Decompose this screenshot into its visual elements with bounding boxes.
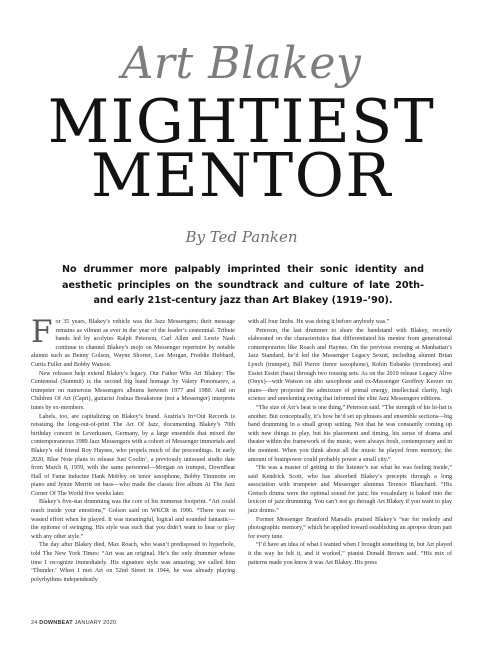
headline-line-2: MENTOR: [90, 141, 393, 211]
body-paragraph: with all four limbs. He was doing it before anybody was.”: [248, 319, 390, 325]
body-paragraph: “He was a master of getting to the listener’s ear what he was feeling inside,” said Kendrick Scott, who has absorbed Blakey’s precepts through a long association with trumpeter and Messenger alumnus Terence Blanchard. “His Gretsch drums were the optimal sound for jazz; his vocabulary is baked into the lexicon of jazz drumming. You can’t not go through Art Blakey if you want to play jazz drums.”: [248, 465, 452, 515]
body-paragraph: Former Messenger Branford Marsalis praised Blakey’s “ear for melody and photographic memory,” which he applied toward establishing an apropos drum part for every tune.: [248, 516, 452, 540]
body-paragraph: The day after Blakey died, Max Roach, who wasn’t predisposed to hyperbole, told The New York Times: “Art was an original. He’s the only drummer whose time I recognize immediately. His signature style was amazing; we called him ‘Thunder.’ When I met Art on 52nd Street in 1944, he was already playing polyrhythms independently: [31, 542, 235, 583]
body-column-right: [248, 318, 452, 567]
page-number: 24: [31, 620, 38, 626]
byline: By Ted Panken: [185, 228, 298, 246]
body-paragraph: Peterson, the last drummer to share the bandstand with Blakey, recently elaborated on the characteristics that differentiated his mentor from generational contemporaries like Roach and Haynes. On the previous evening at Manhattan’s Jazz Standard, he’d led the Messenger Legacy Sextet, including alumni Brian Lynch (trumpet), Bill Pierce (tenor saxophone), Robin Eubanks (trombone) and Essiet Essiet (bass) through two rousing sets. As on the 2019 release Legacy Alive (Onyx)—with Watson on alto saxophone and ex-Messenger Geoffrey Keezer on piano—they projected the admixture of primal energy, intellectual clarity, high science and unrelenting swing that informed the elite Jazz Messengers editions.: [248, 327, 452, 403]
body-paragraph: Blakey’s five-star drumming was the core of his immense footprint. “Art could reach inside your emotions,” Golson said on WKCR in 1996. “There was no wasted effort when he played. It was meaningful, logical and sounded fantastic—the epitome of swinging. His style was such that you didn’t want to hear or play with any other style.”: [31, 499, 235, 540]
issue-date: JANUARY 2020: [74, 620, 117, 626]
article-kicker: Art Blakey: [121, 38, 362, 89]
magazine-name: DOWNBEAT: [39, 620, 73, 626]
body-paragraph: For 35 years, Blakey’s vehicle was the Jazz Messengers; their message remains as vibrant as ever in the year of the leader’s centennial. Tribute bands led by acolytes Ralph Peterson, Carl Allen and Lewis Nash continue to channel Blakey’s mojo on Messenger repertoire by notable alumni such as Benny Golson, Wayne Shorter, Lee Morgan, Freddie Hubbard, Curtis Fuller and Bobby Watson.: [31, 314, 235, 368]
drop-cap: F: [31, 314, 53, 350]
body-paragraph: “I’d have an idea of what I wanted when I brought something in, but Art played it the way he felt it, and it worked,” pianist Donald Brown said. “His mix of patterns made you know it was Art Blakey. His press: [248, 542, 452, 566]
body-paragraph: Labels, too, are capitalizing on Blakey’s brand. Austria’s In+Out Records is reissuing the long-out-of-print The Art Of Jazz, documenting Blakey’s 70th birthday concert in Leverkusen, Germany, by a large ensemble that mixed the contemporaneous 1989 Jazz Messengers with a cohort of Messenger immortals and Blakey’s old friend Roy Haynes, who propels much of the proceedings. In early 2020, Blue Note plans to release Just Coolin’, a previously unissued studio date from March 8, 1959, with the same personnel—Morgan on trumpet, DownBeat Hall of Fame inductee Hank Mobley on tenor saxophone, Bobby Timmons on piano and Jymie Merritt on bass—who made the classic live album At The Jazz Corner Of The World five weeks later.: [31, 413, 235, 497]
headline-line-1: MIGHTIEST: [47, 87, 436, 157]
body-paragraph: New releases help extend Blakey’s legacy. Our Father Who Art Blakey: The Centennial (Summit) is the second big band homage by Valery Ponomarev, a trumpeter on numerous Messengers albums between 1977 and 1980. And on Children Of Art (Capri), guitarist Joshua Breakstone (not a Messenger) interprets tunes by ex-members.: [31, 370, 235, 411]
page-folio: [31, 620, 116, 626]
article-dek: No drummer more palpably imprinted their sonic identity and aesthetic principles on the soundtrack and culture of late 20th- and early 21st-century jazz than Art Blakey (1919–’90).: [62, 264, 424, 306]
body-paragraph: “The size of Art’s beat is one thing,” Peterson said. “The strength of his hi-hat is another. But conceptually, it’s how he’d set up phrases and ensemble sections—big band drumming in a small group setting. Not that he was constantly coming up with new things to play, but his placement and timing, his sense of drama and theater within the framework of the music, were always fresh, contemporary and in the moment. When you think about all the music he played from memory, the amount of brainpower could probably power a small city.”: [248, 404, 452, 463]
body-column-left: [31, 314, 235, 584]
